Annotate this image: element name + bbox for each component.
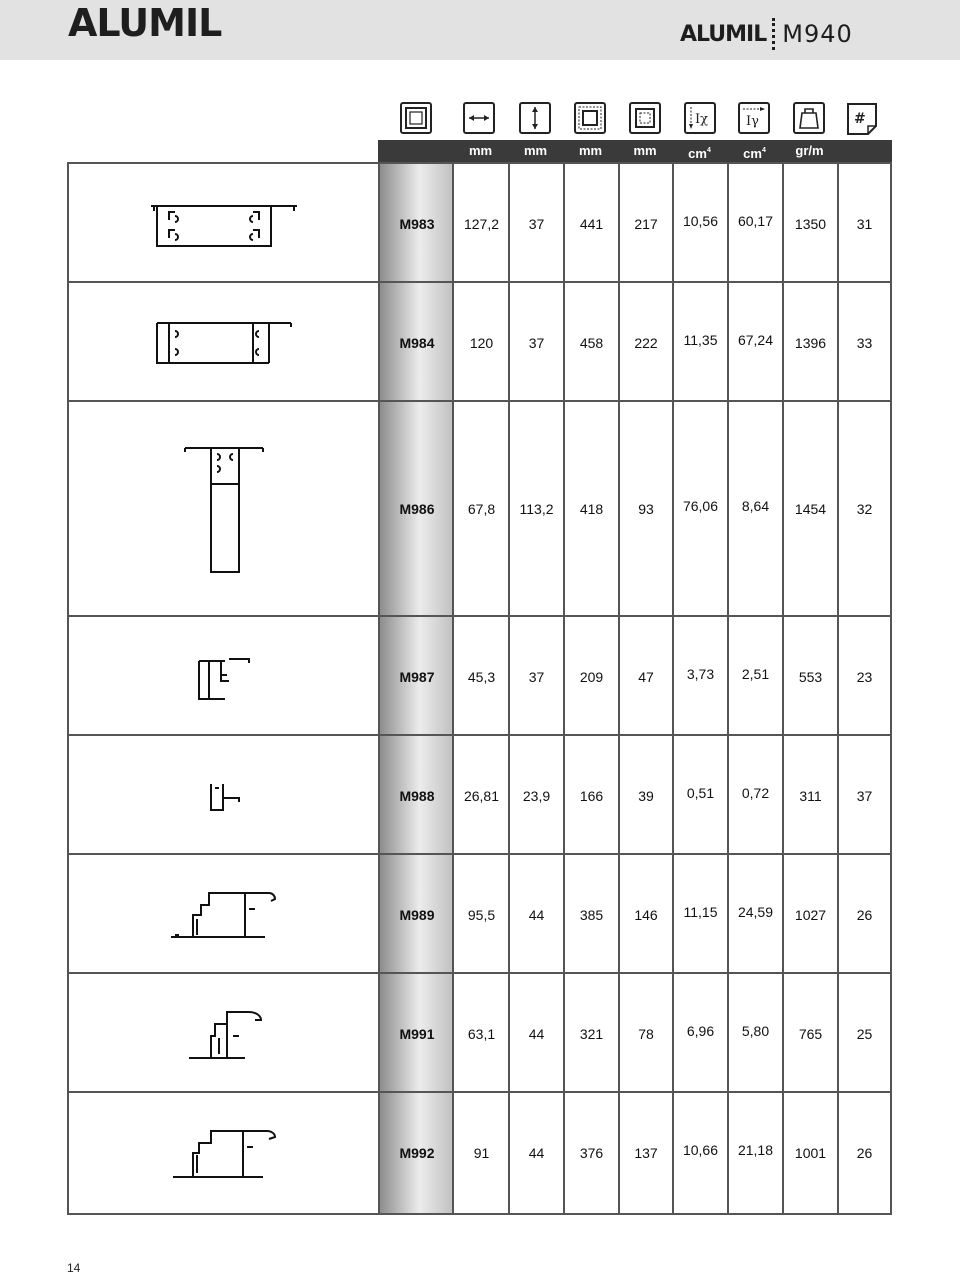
page-number: 14 — [67, 1261, 81, 1275]
cell-value: 6,96 — [686, 1023, 715, 1039]
unit-label: $cm^4$ — [743, 146, 766, 161]
table-cell — [620, 164, 674, 281]
profile-code: M987 — [399, 669, 435, 685]
cell-value: 120 — [469, 335, 494, 351]
cell-value: 26 — [856, 907, 873, 923]
cell-value: 1396 — [794, 335, 827, 351]
cell-value: 0,72 — [741, 785, 770, 801]
cell-value: 3,73 — [686, 666, 715, 682]
cell-value: 91 — [473, 1145, 490, 1161]
profile-code-cell — [380, 736, 454, 853]
table-cell — [455, 283, 510, 400]
table-cell — [674, 974, 729, 1091]
profile-code-cell — [380, 1093, 454, 1213]
table-cell — [620, 974, 674, 1091]
cell-value: 45,3 — [467, 669, 496, 685]
table-cell — [455, 402, 510, 615]
table-cell — [510, 1093, 565, 1213]
cell-value: 1001 — [794, 1145, 827, 1161]
cell-value: 25 — [856, 1026, 873, 1042]
profile-drawing — [69, 974, 380, 1091]
table-cell — [729, 402, 784, 615]
table-cell — [510, 402, 565, 615]
profile-code-cell — [380, 164, 454, 281]
cell-value: 44 — [528, 1145, 545, 1161]
width-arrows-icon — [463, 102, 495, 134]
table-cell — [729, 855, 784, 972]
profile-drawing — [69, 283, 380, 400]
cell-value: 39 — [638, 788, 654, 804]
unit-label: mm — [633, 143, 657, 158]
table-row — [69, 1093, 890, 1213]
table-cell — [565, 1093, 620, 1213]
alumil-logo: ALUMIL — [68, 1, 222, 45]
table-cell — [674, 855, 729, 972]
profile-code: M988 — [399, 788, 435, 804]
cell-value: 0,51 — [686, 785, 715, 801]
unit-label: mm — [523, 143, 548, 158]
profile-drawing — [69, 617, 380, 734]
series-logo-code: M940 — [782, 20, 853, 48]
svg-text:#: # — [854, 111, 866, 127]
table-cell — [455, 1093, 510, 1213]
table-row — [69, 736, 890, 855]
cell-value: 26,81 — [463, 788, 500, 804]
cell-value: 26 — [856, 1145, 873, 1161]
table-cell — [565, 617, 620, 734]
cell-value: 44 — [528, 1026, 545, 1042]
svg-text:Iγ: Iγ — [746, 114, 759, 129]
cell-value: 11,15 — [683, 904, 718, 920]
table-cell — [620, 617, 674, 734]
table-cell — [455, 855, 510, 972]
table-cell — [455, 164, 510, 281]
profile-code-cell — [380, 974, 454, 1091]
cell-value: 166 — [579, 788, 604, 804]
cell-value: 67,8 — [467, 501, 496, 517]
profile-code: M991 — [399, 1026, 435, 1042]
cell-value: 1350 — [794, 216, 827, 232]
cell-value: 11,35 — [683, 332, 718, 348]
table-cell — [839, 974, 890, 1091]
inertia-y-icon — [738, 102, 770, 134]
inertia-x-icon — [684, 102, 716, 134]
cell-value: 10,66 — [682, 1142, 719, 1158]
table-row — [69, 617, 890, 736]
cell-value: 1027 — [794, 907, 827, 923]
profiles-table — [67, 162, 892, 1215]
profile-code-cell — [380, 855, 454, 972]
cell-value: 31 — [856, 216, 873, 232]
unit-label: $cm^4$ — [688, 146, 711, 161]
cell-value: 78 — [638, 1026, 654, 1042]
cell-value: 311 — [799, 788, 822, 804]
table-cell — [784, 402, 839, 615]
table-cell — [674, 1093, 729, 1213]
table-cell — [839, 164, 890, 281]
series-logo — [680, 16, 853, 52]
outer-perimeter-icon — [574, 102, 606, 134]
unit-label: mm — [468, 143, 493, 158]
profile-code: M992 — [399, 1145, 435, 1161]
cell-value: 418 — [579, 501, 604, 517]
profile-code: M984 — [399, 335, 435, 351]
table-cell — [729, 736, 784, 853]
cell-value: 553 — [798, 669, 823, 685]
table-cell — [565, 164, 620, 281]
cell-value: 93 — [638, 501, 654, 517]
table-cell — [565, 855, 620, 972]
svg-text:Iχ: Iχ — [695, 112, 709, 127]
table-cell — [620, 736, 674, 853]
table-cell — [839, 855, 890, 972]
table-cell — [674, 164, 729, 281]
cell-value: 2,51 — [741, 666, 770, 682]
table-cell — [674, 402, 729, 615]
table-cell — [510, 283, 565, 400]
table-cell — [784, 164, 839, 281]
unit-label: mm — [578, 143, 603, 158]
cell-value: 60,17 — [737, 213, 774, 229]
cell-value: 8,64 — [741, 498, 770, 514]
table-cell — [839, 736, 890, 853]
cell-value: 5,80 — [741, 1023, 770, 1039]
table-cell — [839, 283, 890, 400]
inner-perimeter-icon — [629, 102, 661, 134]
table-cell — [729, 1093, 784, 1213]
table-row — [69, 164, 890, 283]
profile-drawing — [69, 736, 380, 853]
table-cell — [784, 1093, 839, 1213]
table-cell — [455, 736, 510, 853]
table-cell — [839, 617, 890, 734]
table-cell — [784, 855, 839, 972]
table-cell — [565, 736, 620, 853]
cell-value: 37 — [528, 335, 545, 351]
profile-code-cell — [380, 402, 454, 615]
table-cell — [455, 617, 510, 734]
cell-value: 385 — [579, 907, 604, 923]
table-cell — [510, 974, 565, 1091]
cell-value: 63,1 — [467, 1026, 496, 1042]
table-row — [69, 974, 890, 1093]
cell-value: 24,59 — [737, 904, 774, 920]
profile-code: M983 — [399, 216, 435, 232]
cell-value: 441 — [579, 216, 604, 232]
table-cell — [565, 283, 620, 400]
table-cell — [565, 974, 620, 1091]
height-arrows-icon — [519, 102, 551, 134]
cell-value: 23,9 — [522, 788, 551, 804]
table-cell — [620, 1093, 674, 1213]
weight-icon — [793, 102, 825, 134]
cell-value: 37 — [528, 216, 545, 232]
table-cell — [620, 402, 674, 615]
table-cell — [674, 736, 729, 853]
series-logo-brand: ALUMIL — [680, 21, 767, 47]
cell-value: 209 — [579, 669, 604, 685]
cell-value: 32 — [856, 501, 873, 517]
table-cell — [510, 736, 565, 853]
unit-label: gr/m — [795, 143, 824, 158]
table-cell — [729, 164, 784, 281]
cell-value: 23 — [856, 669, 873, 685]
cell-value: 37 — [856, 788, 873, 804]
cell-value: 458 — [579, 335, 604, 351]
table-cell — [674, 617, 729, 734]
table-cell — [784, 974, 839, 1091]
table-cell — [784, 736, 839, 853]
table-cell — [510, 617, 565, 734]
cell-value: 67,24 — [737, 332, 774, 348]
cell-value: 137 — [634, 1145, 658, 1161]
table-cell — [839, 1093, 890, 1213]
profile-code-cell — [380, 283, 454, 400]
table-cell — [784, 617, 839, 734]
page-reference-icon — [846, 102, 878, 136]
cell-value: 37 — [528, 669, 545, 685]
cell-value: 321 — [579, 1026, 604, 1042]
table-cell — [784, 283, 839, 400]
table-row — [69, 402, 890, 617]
cell-value: 47 — [638, 669, 654, 685]
cell-value: 127,2 — [463, 216, 500, 232]
cell-value: 95,5 — [467, 907, 496, 923]
table-row — [69, 283, 890, 402]
profile-drawing — [69, 402, 380, 615]
cell-value: 10,56 — [682, 213, 719, 229]
table-cell — [839, 402, 890, 615]
cell-value: 146 — [634, 907, 658, 923]
profile-code-cell — [380, 617, 454, 734]
cell-value: 21,18 — [737, 1142, 774, 1158]
cell-value: 76,06 — [682, 498, 719, 514]
table-cell — [455, 974, 510, 1091]
cell-value: 376 — [579, 1145, 604, 1161]
cell-value: 44 — [528, 907, 545, 923]
table-cell — [674, 283, 729, 400]
table-cell — [729, 617, 784, 734]
cell-value: 217 — [634, 216, 658, 232]
profile-drawing — [69, 164, 380, 281]
profile-code: M986 — [399, 501, 435, 517]
page-header — [0, 0, 960, 60]
profile-code: M989 — [399, 907, 435, 923]
cell-value: 1454 — [794, 501, 827, 517]
profile-drawing — [69, 855, 380, 972]
cell-value: 222 — [634, 335, 658, 351]
cell-value: 113,2 — [519, 501, 554, 517]
table-cell — [510, 164, 565, 281]
cell-value: 33 — [856, 335, 873, 351]
profile-drawing — [69, 1093, 380, 1213]
table-cell — [620, 855, 674, 972]
area-square-icon — [400, 102, 432, 134]
series-logo-divider — [772, 18, 775, 50]
table-cell — [620, 283, 674, 400]
table-cell — [565, 402, 620, 615]
cell-value: 765 — [798, 1026, 823, 1042]
table-cell — [729, 974, 784, 1091]
table-cell — [729, 283, 784, 400]
table-row — [69, 855, 890, 974]
table-cell — [510, 855, 565, 972]
